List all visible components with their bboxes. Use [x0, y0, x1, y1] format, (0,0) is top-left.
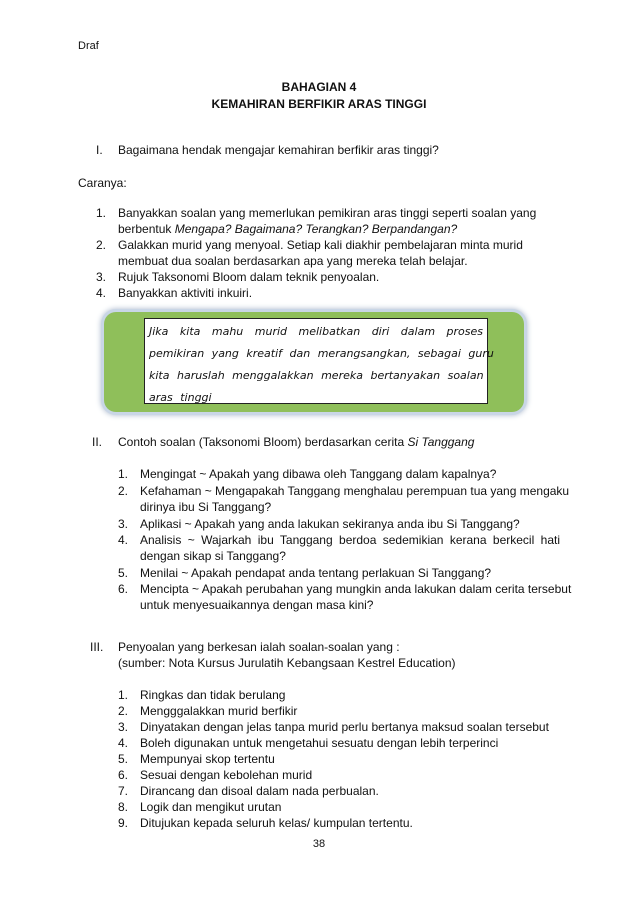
- bloom-item-number: 1.: [118, 467, 129, 481]
- caranya-label: Caranya:: [78, 176, 127, 190]
- effective-item-text: Mempunyai skop tertentu: [140, 752, 275, 766]
- draft-label: Draf: [78, 40, 99, 52]
- effective-item-number: 4.: [118, 736, 129, 750]
- page-number: 38: [312, 838, 326, 850]
- section-3-text: Penyoalan yang berkesan ialah soalan-soalan yang :: [118, 640, 400, 654]
- bloom-item-text-cont: dengan sikap si Tanggang?: [140, 549, 286, 563]
- bloom-item-number: 4.: [118, 533, 129, 547]
- caranya-item-text: Galakkan murid yang menyoal. Setiap kali diakhir pembelajaran minta murid: [118, 238, 523, 252]
- caranya-item-text-cont: membuat dua soalan berdasarkan apa yang mereka telah belajar.: [118, 254, 468, 268]
- effective-item-text: Boleh digunakan untuk mengetahui sesuatu dengan lebih terperinci: [140, 736, 499, 750]
- effective-item-number: 2.: [118, 704, 129, 718]
- caranya-item-italic: Mengapa? Bagaimana? Terangkan? Berpandangan?: [174, 222, 458, 236]
- section-2-text: Contoh soalan (Taksonomi Bloom) berdasarkan cerita Si Tanggang: [118, 435, 475, 449]
- bloom-item-number: 6.: [118, 582, 129, 596]
- bloom-item-text: Mencipta ~ Apakah perubahan yang mungkin anda lakukan dalam cerita tersebut: [140, 582, 572, 596]
- effective-item-number: 1.: [118, 688, 129, 702]
- effective-item-text: Dirancang dan disoal dalam nada perbualan.: [140, 784, 379, 798]
- section-3-numeral: III.: [90, 640, 104, 654]
- bloom-item-text: Mengingat ~ Apakah yang dibawa oleh Tanggang dalam kapalnya?: [140, 467, 497, 481]
- effective-item-text: Ringkas dan tidak berulang: [140, 688, 286, 702]
- bloom-item-text: Menilai ~ Apakah pendapat anda tentang perlakuan Si Tanggang?: [140, 566, 492, 580]
- caranya-item-text: Banyakkan soalan yang memerlukan pemikiran aras tinggi seperti soalan yang: [118, 206, 537, 220]
- effective-item-text: Dinyatakan dengan jelas tanpa murid perlu bertanya maksud soalan tersebut: [140, 720, 549, 734]
- caranya-item-number: 1.: [96, 206, 107, 220]
- effective-item-text: Ditujukan kepada seluruh kelas/ kumpulan tertentu.: [140, 816, 413, 830]
- bloom-item-number: 3.: [118, 517, 129, 531]
- callout-line: Jika kita mahu murid melibatkan diri dalam proses: [149, 325, 483, 338]
- callout-line: kita haruslah menggalakkan mereka bertanyakan soalan: [149, 369, 484, 382]
- effective-item-number: 3.: [118, 720, 129, 734]
- effective-item-number: 6.: [118, 768, 129, 782]
- section-2-italic: Si Tanggang: [407, 435, 475, 449]
- caranya-item-text: Banyakkan aktiviti inkuiri.: [118, 286, 253, 300]
- bloom-item-text-cont: dirinya ibu Si Tanggang?: [140, 500, 272, 514]
- caranya-item-text-cont: berbentuk Mengapa? Bagaimana? Terangkan? Berpandangan?: [118, 222, 458, 236]
- caranya-item-number: 2.: [96, 238, 107, 252]
- callout-frame: [104, 312, 524, 412]
- effective-item-number: 8.: [118, 800, 129, 814]
- bloom-item-number: 5.: [118, 566, 129, 580]
- section-title: BAHAGIAN 4: [281, 80, 357, 94]
- section-1-numeral: I.: [96, 143, 103, 157]
- effective-item-text: Sesuai dengan kebolehan murid: [140, 768, 313, 782]
- section-subtitle: KEMAHIRAN BERFIKIR ARAS TINGGI: [211, 97, 427, 111]
- bloom-item-text: Kefahaman ~ Mengapakah Tanggang menghalau perempuan tua yang mengaku: [140, 484, 570, 498]
- bloom-item-number: 2.: [118, 484, 129, 498]
- callout-line: pemikiran yang kreatif dan merangsangkan, sebagai guru: [149, 347, 494, 360]
- caranya-item-text: Rujuk Taksonomi Bloom dalam teknik penyoalan.: [118, 270, 380, 284]
- callout-box: [144, 318, 494, 404]
- callout-line: aras tinggi: [149, 391, 212, 404]
- section-2-numeral: II.: [92, 435, 103, 449]
- effective-item-number: 9.: [118, 816, 129, 830]
- caranya-item-number: 3.: [96, 270, 107, 284]
- bloom-item-text: Aplikasi ~ Apakah yang anda lakukan sekiranya anda ibu Si Tanggang?: [140, 517, 520, 531]
- effective-item-text: Mengggalakkan murid berfikir: [140, 704, 298, 718]
- section-1-text: Bagaimana hendak mengajar kemahiran berfikir aras tinggi?: [118, 143, 439, 157]
- caranya-item-number: 4.: [96, 286, 107, 300]
- bloom-item-text: Analisis ~ Wajarkah ibu Tanggang berdoa sedemikian kerana berkecil hati: [140, 533, 560, 547]
- section-3-source: (sumber: Nota Kursus Jurulatih Kebangsaan Kestrel Education): [118, 656, 456, 670]
- effective-item-number: 7.: [118, 784, 129, 798]
- effective-item-text: Logik dan mengikut urutan: [140, 800, 282, 814]
- bloom-item-text-cont: untuk menyesuaikannya dengan masa kini?: [140, 598, 374, 612]
- effective-item-number: 5.: [118, 752, 129, 766]
